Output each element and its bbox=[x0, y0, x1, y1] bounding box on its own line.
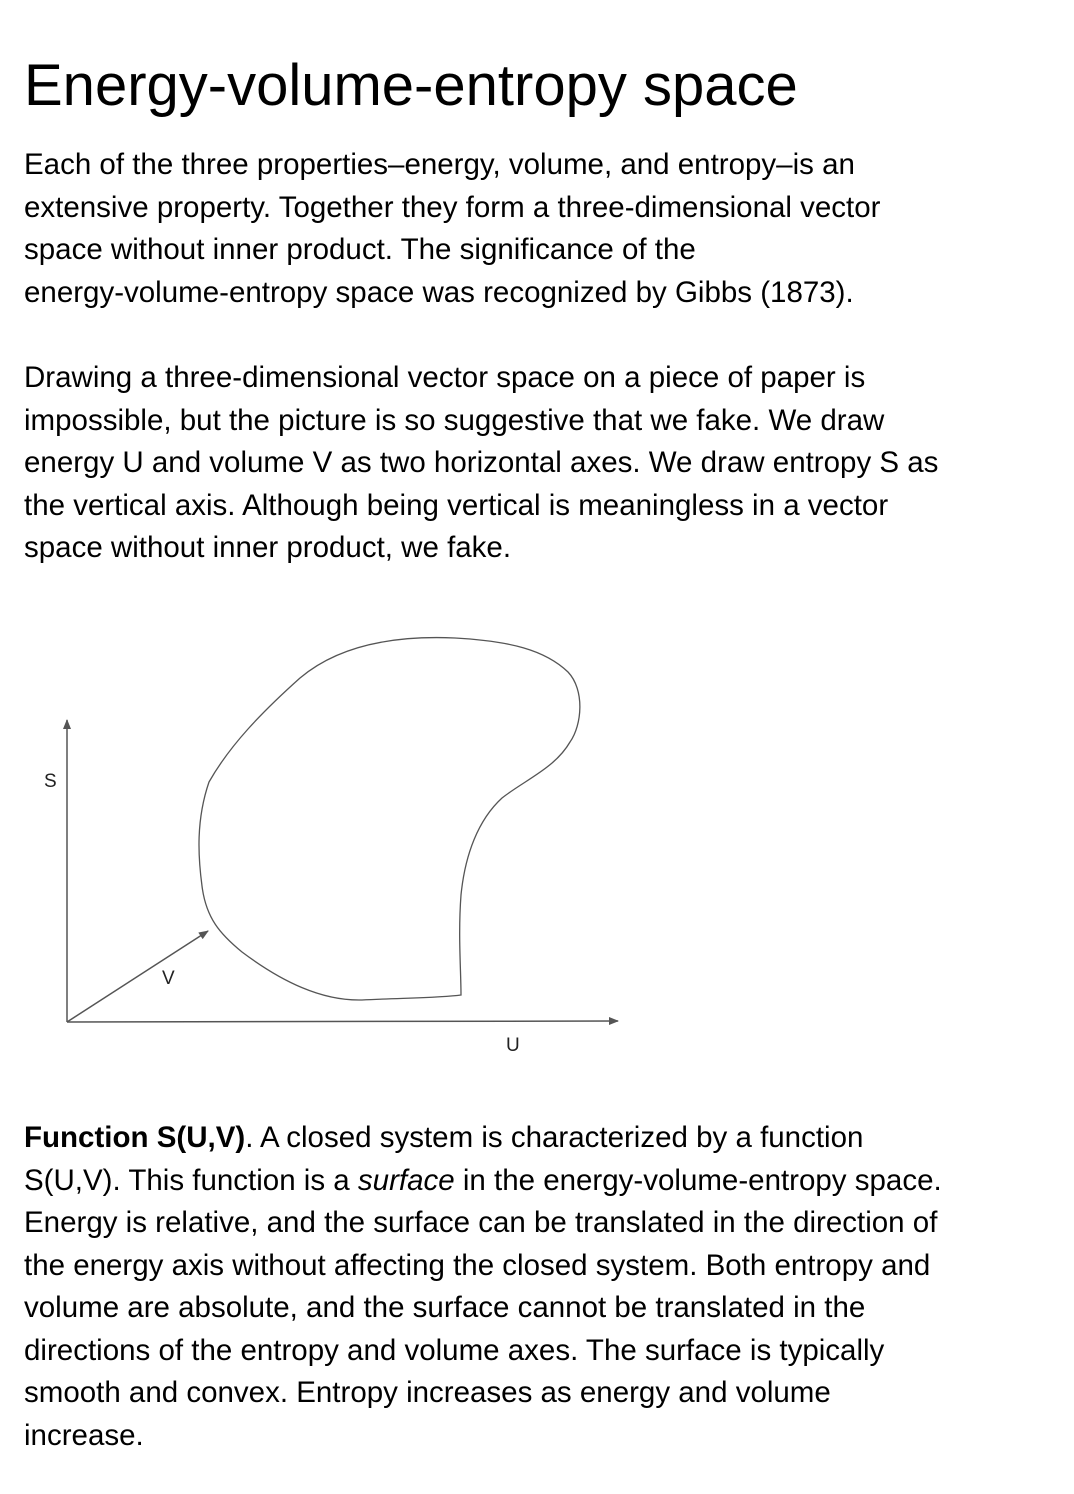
text-line: impossible, but the picture is so suggestive that we fake. We draw bbox=[24, 403, 885, 437]
text-line bbox=[24, 1160, 942, 1203]
u-axis bbox=[67, 1021, 618, 1022]
text-line: the energy axis without affecting the closed system. Both entropy and bbox=[24, 1248, 931, 1282]
text-line: space without inner product, we fake. bbox=[24, 531, 512, 564]
text-line: volume are absolute, and the surface cannot be translated in the bbox=[24, 1291, 866, 1324]
function-paragraph bbox=[24, 1117, 942, 1457]
s-axis-label: S bbox=[44, 771, 57, 792]
function-term: Function S(U,V) bbox=[24, 1121, 246, 1154]
text-line: Drawing a three-dimensional vector space on a piece of paper is bbox=[24, 361, 866, 394]
drawing-paragraph bbox=[24, 357, 938, 570]
text-line: energy-volume-entropy space was recognized by Gibbs (1873). bbox=[24, 275, 854, 309]
text-line: increase. bbox=[24, 1418, 144, 1452]
v-axis bbox=[67, 931, 208, 1022]
text-line: Energy is relative, and the surface can be translated in the direction of bbox=[24, 1206, 938, 1239]
text-line: smooth and convex. Entropy increases as energy and volume bbox=[24, 1376, 831, 1409]
page-title: Energy-volume-entropy space bbox=[24, 53, 798, 118]
text-run: S(U,V). This function is a bbox=[24, 1163, 358, 1197]
text-line: Each of the three properties–energy, volume, and entropy–is an bbox=[24, 148, 855, 181]
text-run: in the energy-volume-entropy space. bbox=[454, 1163, 942, 1197]
text-run: . A closed system is characterized by a function bbox=[245, 1121, 864, 1154]
text-line: energy U and volume V as two horizontal axes. We draw entropy S as bbox=[24, 446, 939, 479]
entropy-surface-curve bbox=[199, 638, 580, 1000]
text-line: directions of the entropy and volume axes. The surface is typically bbox=[24, 1333, 885, 1367]
v-axis-label: V bbox=[162, 968, 175, 989]
text-line: extensive property. Together they form a three-dimensional vector bbox=[24, 190, 881, 224]
text-line bbox=[24, 1117, 942, 1160]
u-axis-label: U bbox=[506, 1035, 520, 1056]
intro-paragraph bbox=[24, 144, 880, 314]
entropy-surface-figure bbox=[0, 620, 660, 1070]
surface-term: surface bbox=[357, 1163, 455, 1197]
text-line: the vertical axis. Although being vertical is meaningless in a vector bbox=[24, 488, 889, 522]
figure-canvas bbox=[0, 620, 660, 1070]
text-line: space without inner product. The significance of the bbox=[24, 233, 696, 266]
